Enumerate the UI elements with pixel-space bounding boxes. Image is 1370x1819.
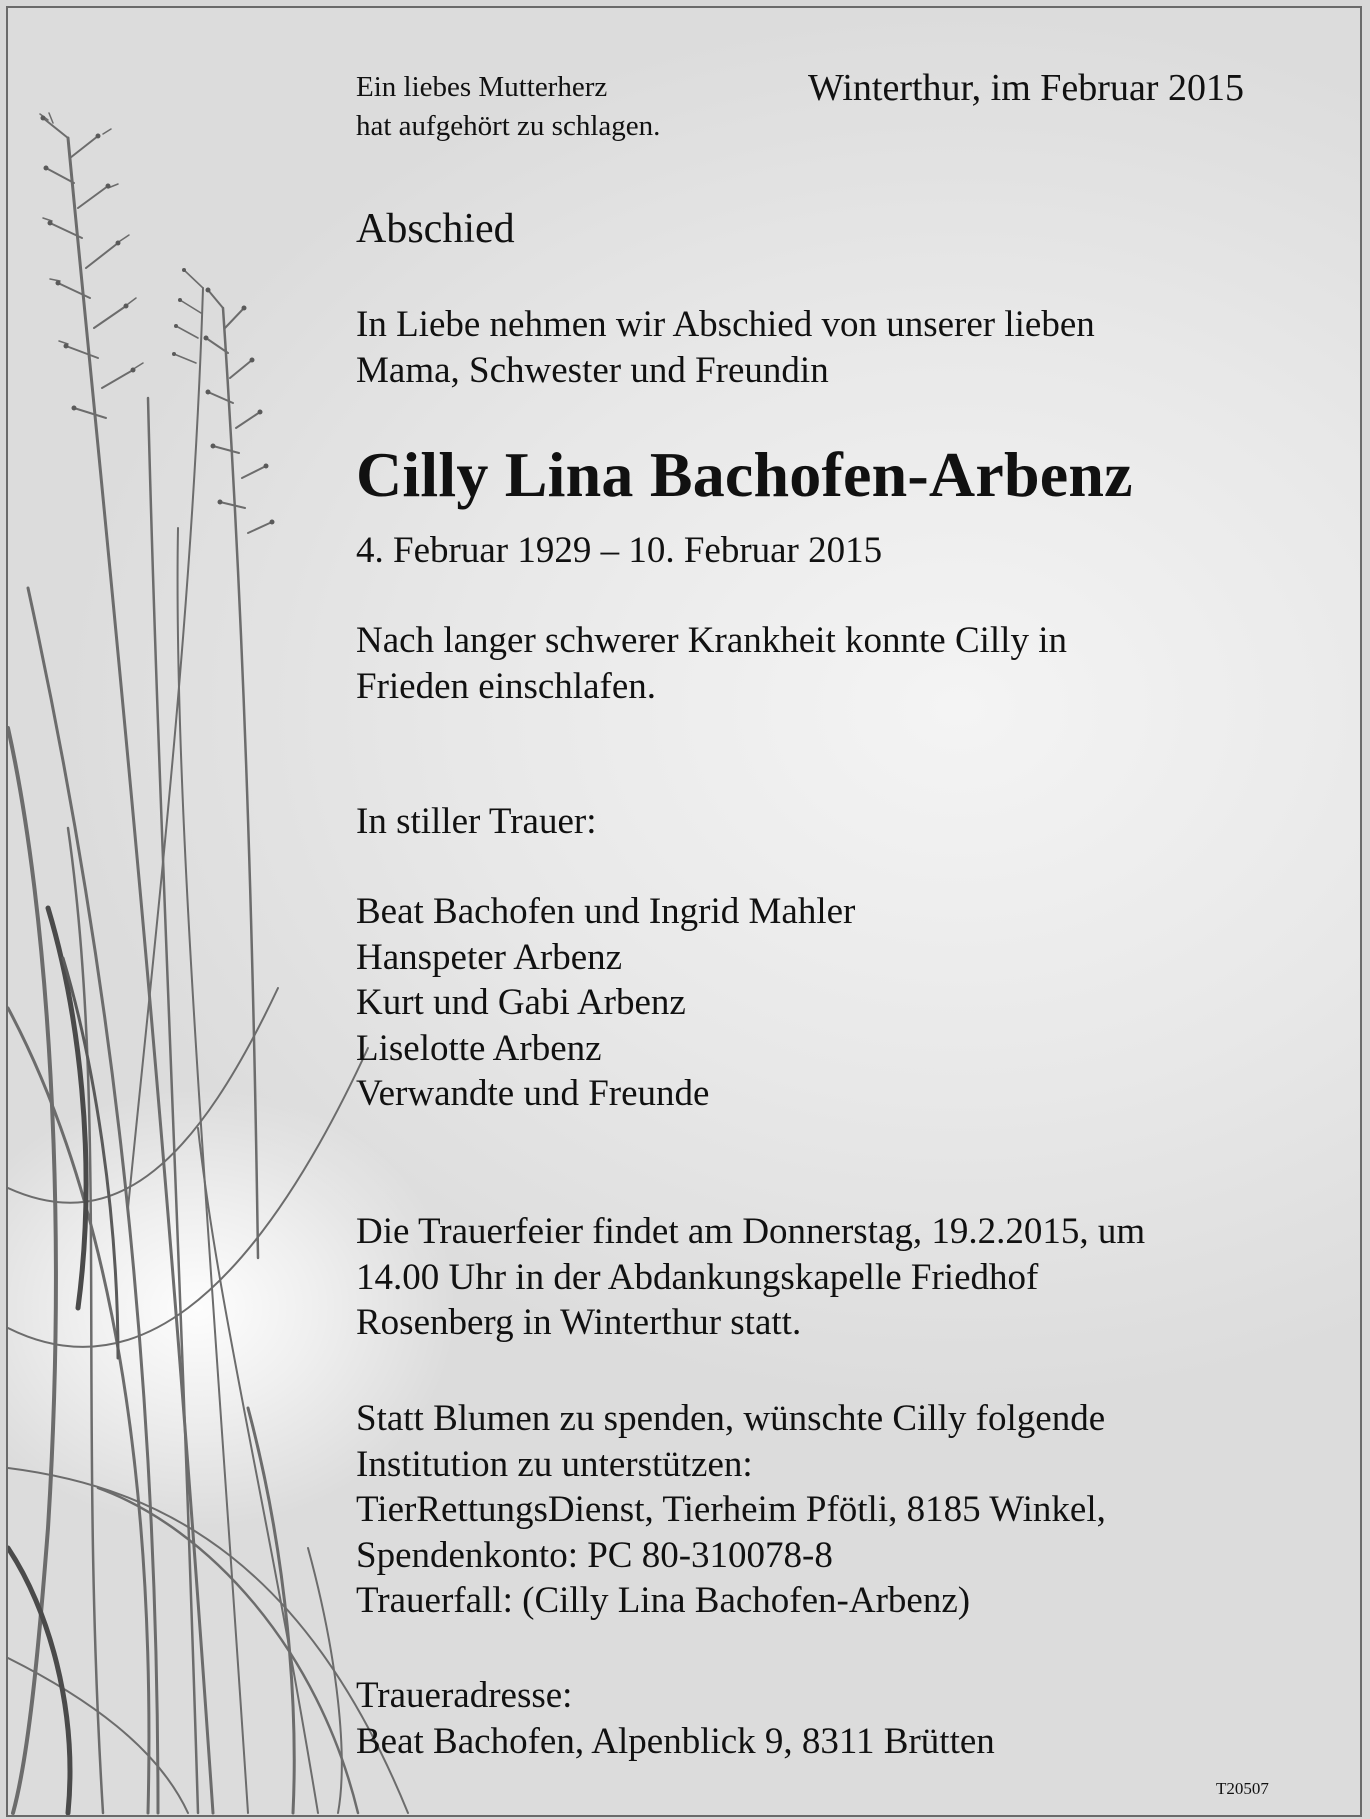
address-block (356, 1673, 995, 1764)
donation-line: Statt Blumen zu spenden, wünschte Cilly folgende (356, 1398, 1106, 1439)
address-label: Traueradresse: (356, 1675, 573, 1716)
donation-line: Spendenkonto: PC 80-310078-8 (356, 1534, 833, 1576)
ceremony-line: Die Trauerfeier findet am Donnerstag, 19.2.2015, um (356, 1211, 1146, 1252)
message-text (356, 618, 1067, 709)
address-value: Beat Bachofen, Alpenblick 9, 8311 Brütten (356, 1720, 995, 1762)
message-line: Nach langer schwerer Krankheit konnte Cilly in (356, 620, 1067, 661)
ad-code: T20507 (1216, 1779, 1269, 1798)
mourner-name: Kurt und Gabi Arbenz (356, 982, 686, 1023)
ceremony-line: Rosenberg in Winterthur statt. (356, 1302, 802, 1343)
donation-line: Trauerfall: (Cilly Lina Bachofen-Arbenz) (356, 1580, 971, 1621)
mourners-list (356, 889, 855, 1117)
mourner-name: Hanspeter Arbenz (356, 936, 623, 978)
page-heading: Abschied (356, 206, 515, 252)
obituary-page (6, 6, 1362, 1817)
intro-line: Mama, Schwester und Freundin (356, 349, 829, 391)
donation-line: Institution zu unterstützen: (356, 1443, 753, 1485)
message-line: Frieden einschlafen. (356, 665, 656, 707)
mourner-name: Beat Bachofen und Ingrid Mahler (356, 891, 856, 932)
quote-line: hat aufgehört zu schlagen. (356, 110, 661, 142)
place-date: Winterthur, im Februar 2015 (808, 67, 1244, 109)
quote (356, 68, 660, 146)
mourner-name: Verwandte und Freunde (356, 1073, 710, 1114)
ceremony-line: 14.00 Uhr in der Abdankungskapelle Friedhof (356, 1256, 1039, 1298)
mourners-heading: In stiller Trauer: (356, 801, 597, 842)
donation-line: TierRettungsDienst, Tierheim Pfötli, 8185 Winkel, (356, 1489, 1106, 1530)
mourner-name: Liselotte Arbenz (356, 1027, 602, 1069)
donation-text (356, 1396, 1106, 1624)
deceased-name: Cilly Lina Bachofen-Arbenz (356, 439, 1133, 510)
life-dates: 4. Februar 1929 – 10. Februar 2015 (356, 530, 883, 571)
quote-line: Ein liebes Mutterherz (356, 71, 608, 103)
intro-text (356, 302, 1095, 393)
intro-line: In Liebe nehmen wir Abschied von unserer lieben (356, 304, 1095, 345)
ceremony-text (356, 1209, 1145, 1346)
